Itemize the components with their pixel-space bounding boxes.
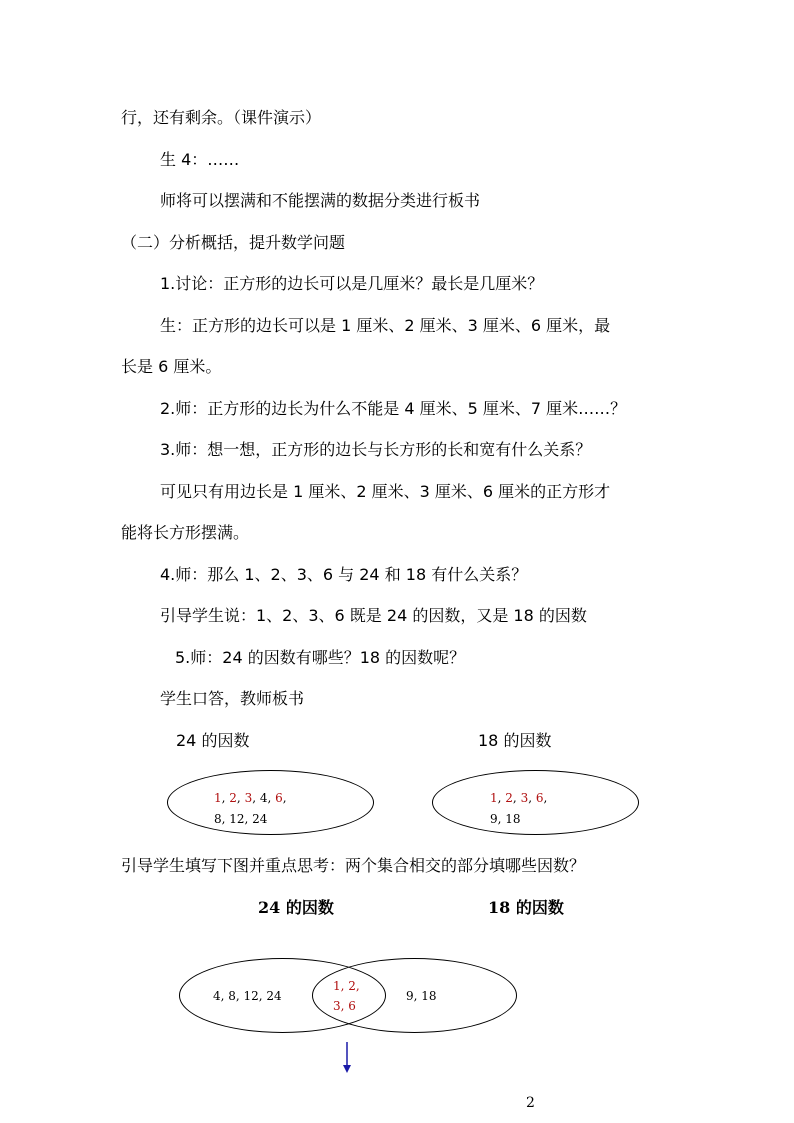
paragraph-line: 能将长方形摆满。 <box>121 523 250 542</box>
paragraph-line: 生 4：…… <box>160 150 240 169</box>
factor: 1 <box>490 791 498 805</box>
paragraph-line: 学生口答，教师板书 <box>160 689 305 708</box>
paragraph-line: 4.师：那么 1、2、3、6 与 24 和 18 有什么关系？ <box>160 565 528 584</box>
venn-title-24: 24 的因数 <box>258 898 334 917</box>
set-title-24: 24 的因数 <box>176 731 250 750</box>
set-18-row1: 1, 2, 3, 6, <box>490 791 548 805</box>
paragraph-line: 引导学生说：1、2、3、6 既是 24 的因数，又是 18 的因数 <box>160 606 587 625</box>
venn-common-row1: 1, 2, <box>333 979 360 993</box>
paragraph-line: 2.师：正方形的边长为什么不能是 4 厘米、5 厘米、7 厘米……？ <box>160 399 627 418</box>
factor: 1 <box>214 791 222 805</box>
page-number: 2 <box>526 1095 535 1111</box>
factor: 6 <box>535 791 544 805</box>
factor: 2 <box>229 791 237 805</box>
paragraph-line: 1.讨论：正方形的边长可以是几厘米？最长是几厘米？ <box>160 274 544 293</box>
factor: 2 <box>505 791 513 805</box>
paragraph-line: 行，还有剩余。（课件演示） <box>121 108 322 127</box>
down-arrow-icon <box>340 1042 356 1074</box>
factor: 3 <box>520 791 529 805</box>
factor: 4 <box>259 791 268 805</box>
venn-common-row2: 3, 6 <box>333 999 356 1013</box>
paragraph-line: 可见只有用边长是 1 厘米、2 厘米、3 厘米、6 厘米的正方形才 <box>160 482 611 501</box>
paragraph-line: 5.师：24 的因数有哪些？18 的因数呢？ <box>175 648 466 667</box>
set-24-row1: 1, 2, 3, 4, 6, <box>214 791 287 805</box>
set-title-18: 18 的因数 <box>478 731 552 750</box>
venn-right-only: 9, 18 <box>406 989 437 1003</box>
set-24-row2: 8, 12, 24 <box>214 812 268 826</box>
section-heading: （二）分析概括，提升数学问题 <box>121 233 346 252</box>
paragraph-line: 长是 6 厘米。 <box>121 357 222 376</box>
paragraph-line: 生：正方形的边长可以是 1 厘米、2 厘米、3 厘米、6 厘米，最 <box>160 316 611 335</box>
venn-left-only: 4, 8, 12, 24 <box>213 989 282 1003</box>
set-18-row2: 9, 18 <box>490 812 521 826</box>
paragraph-line: 师将可以摆满和不能摆满的数据分类进行板书 <box>160 191 481 210</box>
venn-title-18: 18 的因数 <box>488 898 564 917</box>
factor: 6 <box>275 791 283 805</box>
factor: 3 <box>244 791 253 805</box>
paragraph-line: 3.师：想一想，正方形的边长与长方形的长和宽有什么关系？ <box>160 440 592 459</box>
paragraph-line: 引导学生填写下图并重点思考：两个集合相交的部分填哪些因数？ <box>121 856 586 875</box>
